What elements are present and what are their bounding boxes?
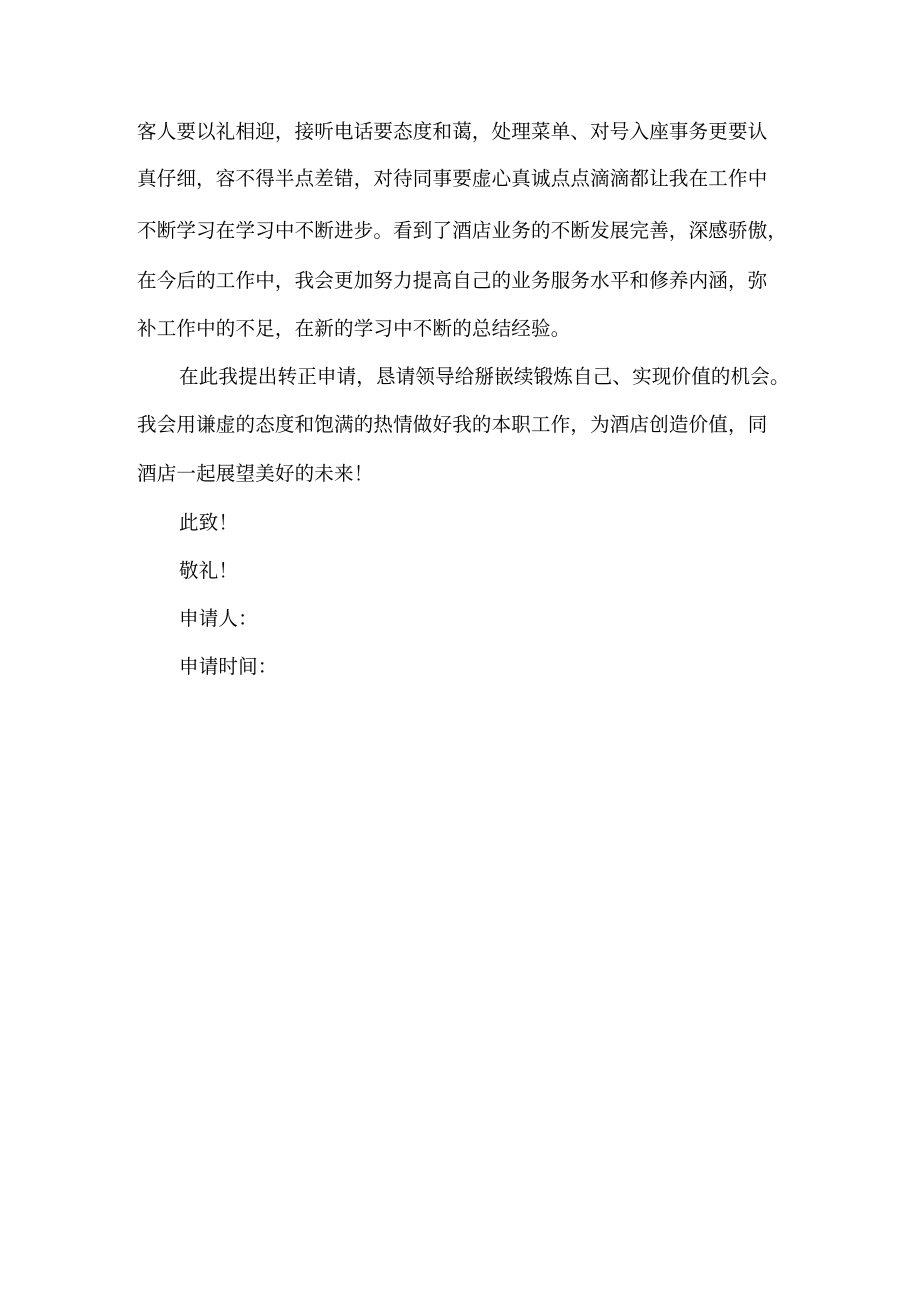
paragraph-2-line-1: 在此我提出转正申请，恳请领导给掰嵌续锻炼自己、实现价值的机会。 xyxy=(179,365,790,388)
paragraph-1-line-3: 不断学习在学习中不断进步。看到了酒店业务的不断发展完善，深感骄傲， xyxy=(137,219,788,242)
paragraph-2-line-2: 我会用谦虚的态度和饱满的热情做好我的本职工作，为酒店创造价值，同 xyxy=(137,413,768,436)
paragraph-1-line-1: 客人要以礼相迎，接听电话要态度和蔼，处理菜单、对号入座事务更要认 xyxy=(137,120,768,143)
applicant-label: 申请人： xyxy=(179,607,258,630)
paragraph-1-line-2: 真仔细，容不得半点差错，对待同事要虚心真诚点点滴滴都让我在工作中 xyxy=(137,167,768,190)
paragraph-1-line-5: 补工作中的不足，在新的学习中不断的总结经验。 xyxy=(137,317,571,340)
salute-line: 敬礼！ xyxy=(179,559,239,582)
paragraph-1-line-4: 在今后的工作中，我会更加努力提高自己的业务服务水平和修养内涵，弥 xyxy=(137,269,768,292)
paragraph-2-line-3: 酒店一起展望美好的未来！ xyxy=(137,462,374,485)
closing-line: 此致！ xyxy=(179,511,239,534)
date-label: 申请时间： xyxy=(179,655,278,678)
